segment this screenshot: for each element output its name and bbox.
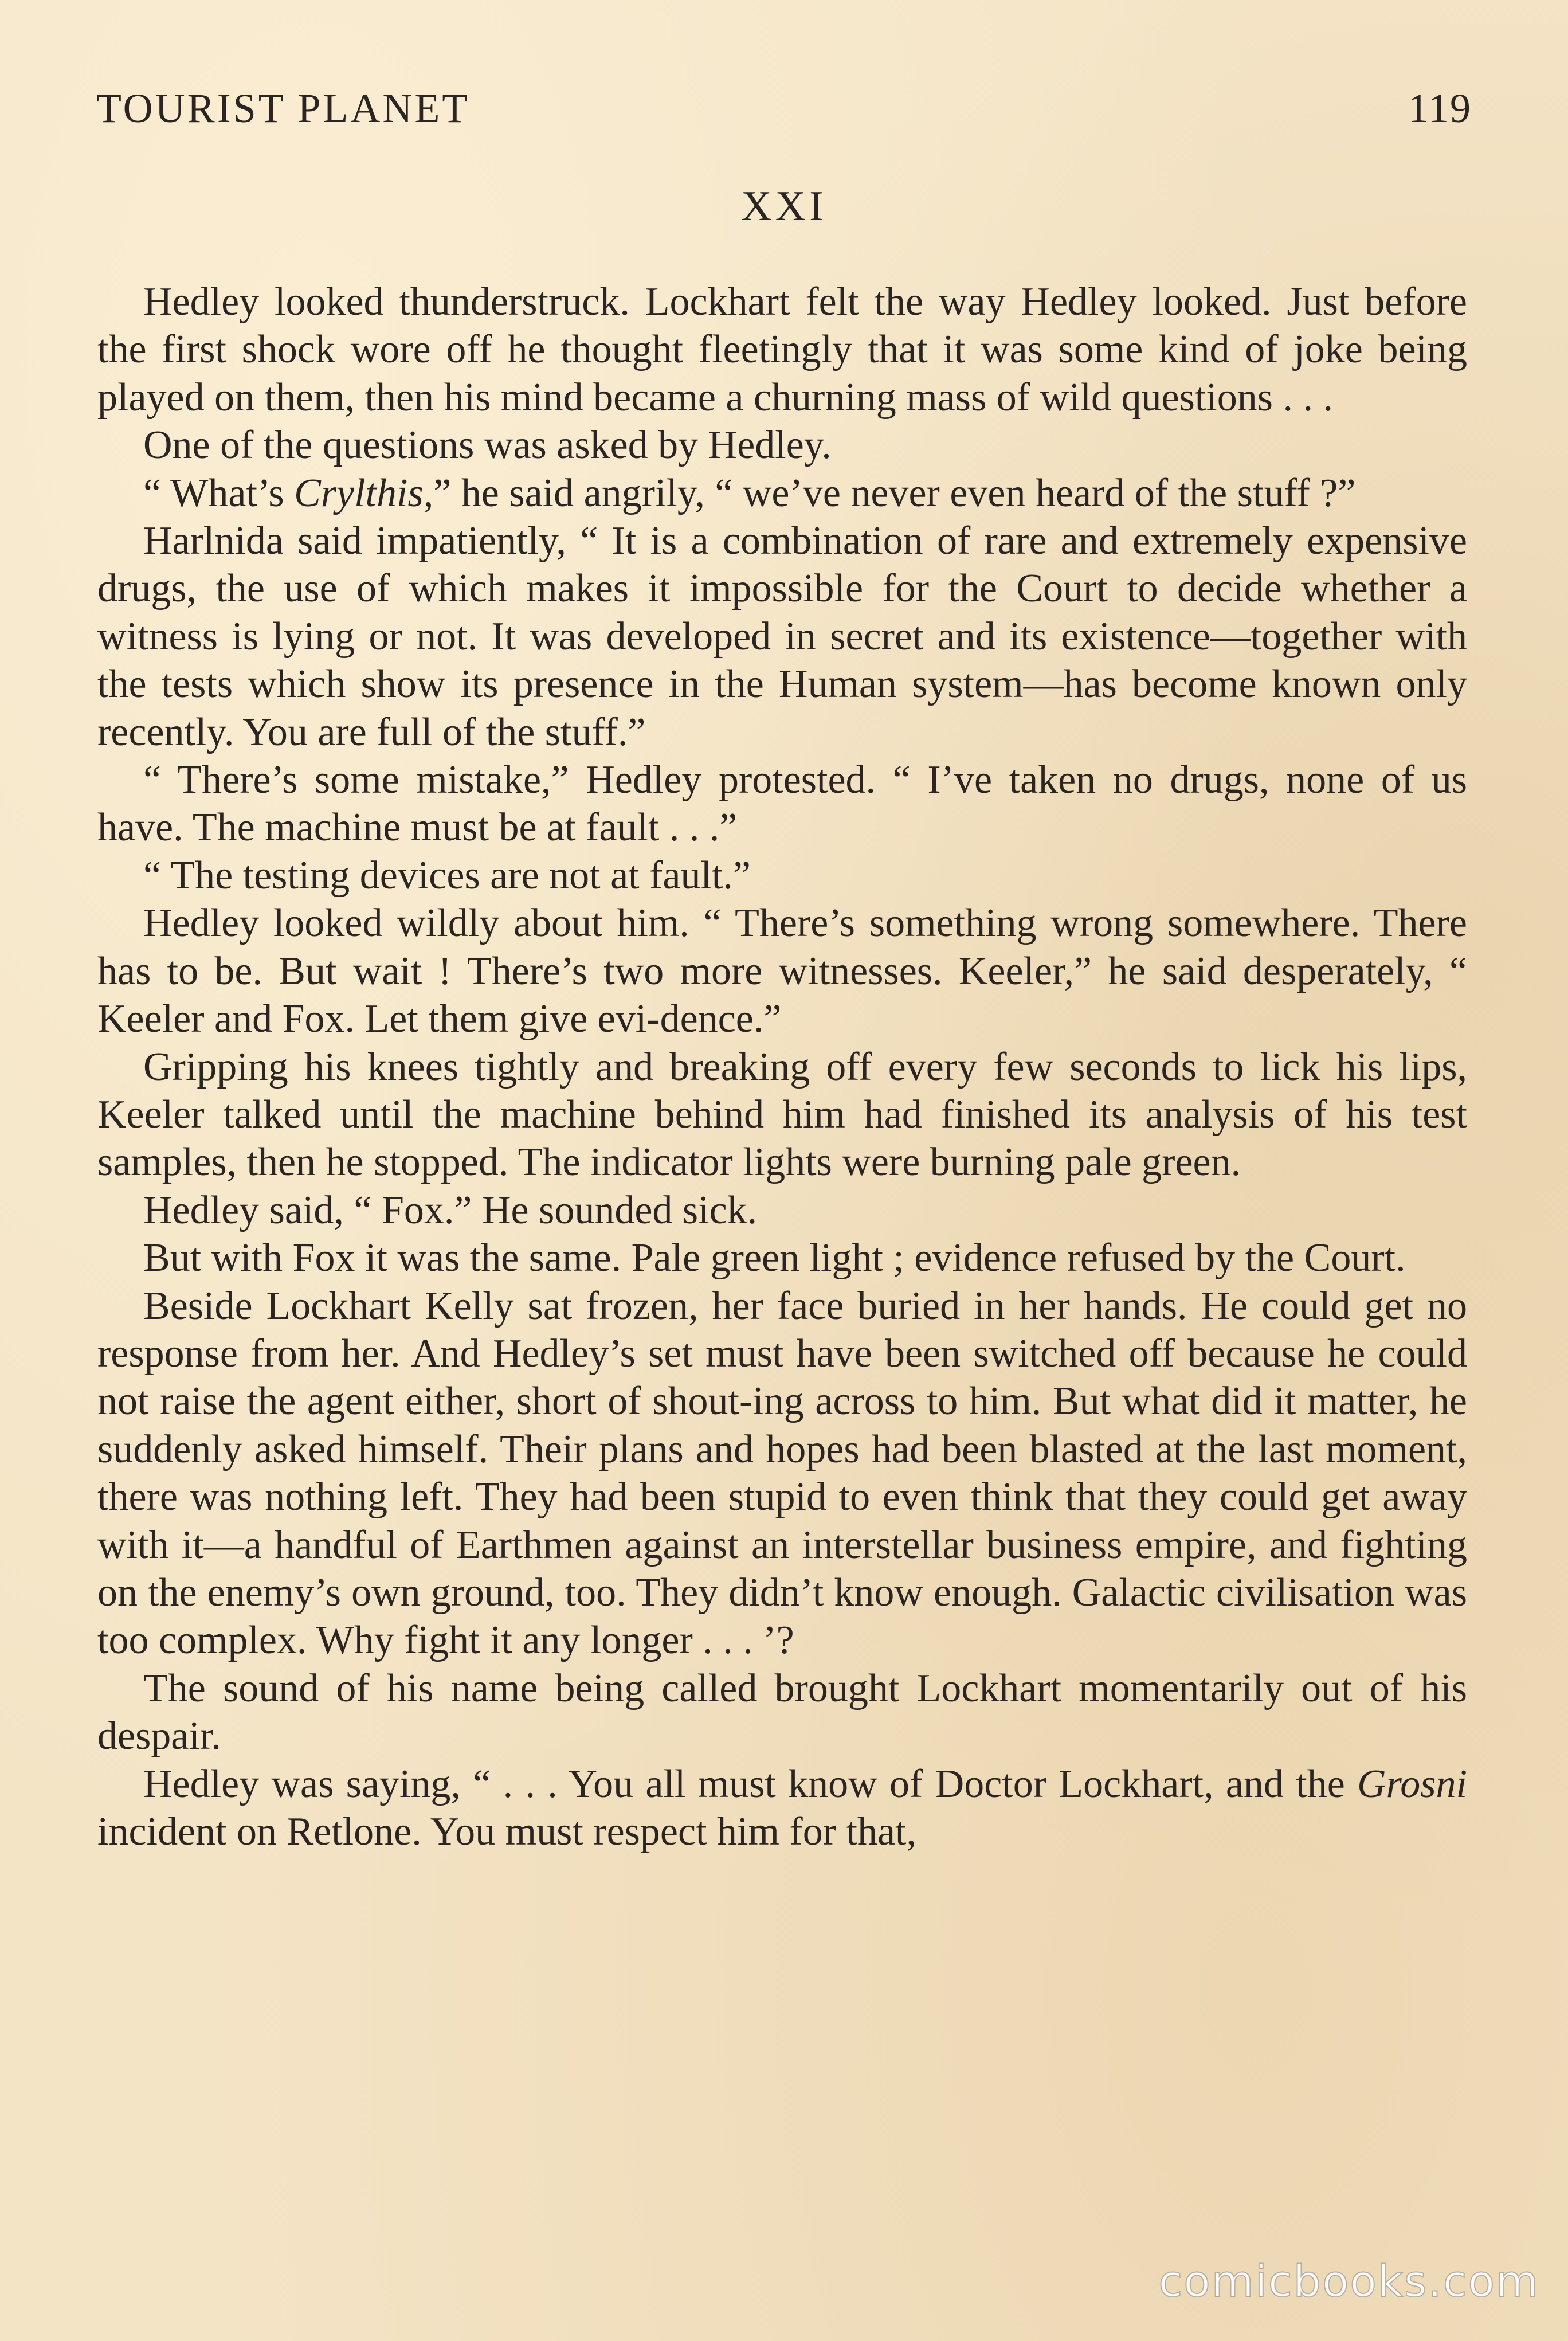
paragraph-text: Hedley said, “ Fox.” He sounded sick. — [143, 1188, 758, 1232]
paragraph-text: Gripping his knees tightly and breaking off every few seconds to lick his lips, Keeler talked until the machine behind him had finished its analysis of his test samples, then he stopped. The indicator lights were burning pale green. — [97, 1044, 1467, 1185]
italic-text: Crylthis — [294, 471, 424, 515]
paragraph — [97, 1760, 1467, 1856]
italic-text: Grosni — [1357, 1761, 1467, 1806]
paragraph-text: Hedley was saying, “ . . . You all must know of Doctor Lockhart, and the — [143, 1761, 1358, 1806]
paragraph-text: Hedley looked wildly about him. “ There’s something wrong somewhere. There has to be. But wait ! There’s two more witnesses. Keeler,” he said desperately, “ Keeler and Fox. Let them give evi-dence.” — [97, 901, 1467, 1042]
paragraph — [97, 469, 1467, 517]
paragraph-text: One of the questions was asked by Hedley. — [143, 423, 832, 468]
watermark-logo: comicbooks.com — [1158, 2256, 1539, 2307]
paragraph-text: Hedley looked thunderstruck. Lockhart felt the way Hedley looked. Just before the first shock wore off he thought fleetingly that it was some kind of joke being played on them, then his mind became a churning mass of wild questions . . . — [97, 280, 1467, 420]
running-title: TOURIST PLANET — [96, 85, 470, 131]
paragraph — [97, 278, 1467, 421]
paragraph — [97, 1187, 1467, 1234]
page-number: 119 — [1408, 85, 1472, 131]
paragraph-text: “ What’s — [143, 471, 295, 515]
paragraph-text: “ There’s some mistake,” Hedley protested. “ I’ve taken no drugs, none of us have. The machine must be at fault . . .” — [97, 758, 1467, 850]
paragraph-text: But with Fox it was the same. Pale green light ; evidence refused by the Court. — [143, 1236, 1406, 1281]
paragraph — [97, 1282, 1467, 1665]
paragraph-text: Harlnida said impatiently, “ It is a combination of rare and extremely expensive drugs, the use of which makes it impossible for the Court to decide whether a witness is lying or not. It was developed in secret and its existence—together with the tests which show its presence in the Human system—has become known only recently. You are full of the stuff.” — [97, 519, 1467, 754]
paragraph-text: The sound of his name being called brought Lockhart momentarily out of his despair. — [97, 1666, 1467, 1759]
body-text — [97, 278, 1467, 1855]
chapter-heading: XXI — [741, 183, 827, 230]
paragraph-text: Beside Lockhart Kelly sat frozen, her face buried in her hands. He could get no response from her. And Hedley’s set must have been switched off because he could not raise the agent either, short of shout-ing across to him. But what did it matter, he suddenly asked himself. Their plans and hopes had been blasted at the last moment, there was nothing left. They had been stupid to even think that they could get away with it—a handful of Earthmen against an interstellar business empire, and fighting on the enemy’s own ground, too. They didn’t know enough. Galactic civilisation was too complex. Why fight it any longer . . . ’? — [97, 1283, 1467, 1663]
paragraph — [97, 421, 1467, 469]
paragraph — [97, 1043, 1467, 1187]
paragraph — [97, 1665, 1467, 1760]
paragraph-text: incident on Retlone. You must respect him for that, — [97, 1810, 916, 1854]
paragraph — [97, 1234, 1467, 1282]
running-head — [96, 85, 1472, 148]
paragraph-text: ,” he said angrily, “ we’ve never even heard of the stuff ?” — [423, 471, 1356, 515]
paragraph — [97, 756, 1467, 852]
paragraph — [97, 899, 1467, 1043]
paragraph — [97, 852, 1467, 899]
paragraph — [97, 517, 1467, 756]
paragraph-text: “ The testing devices are not at fault.” — [143, 853, 751, 898]
